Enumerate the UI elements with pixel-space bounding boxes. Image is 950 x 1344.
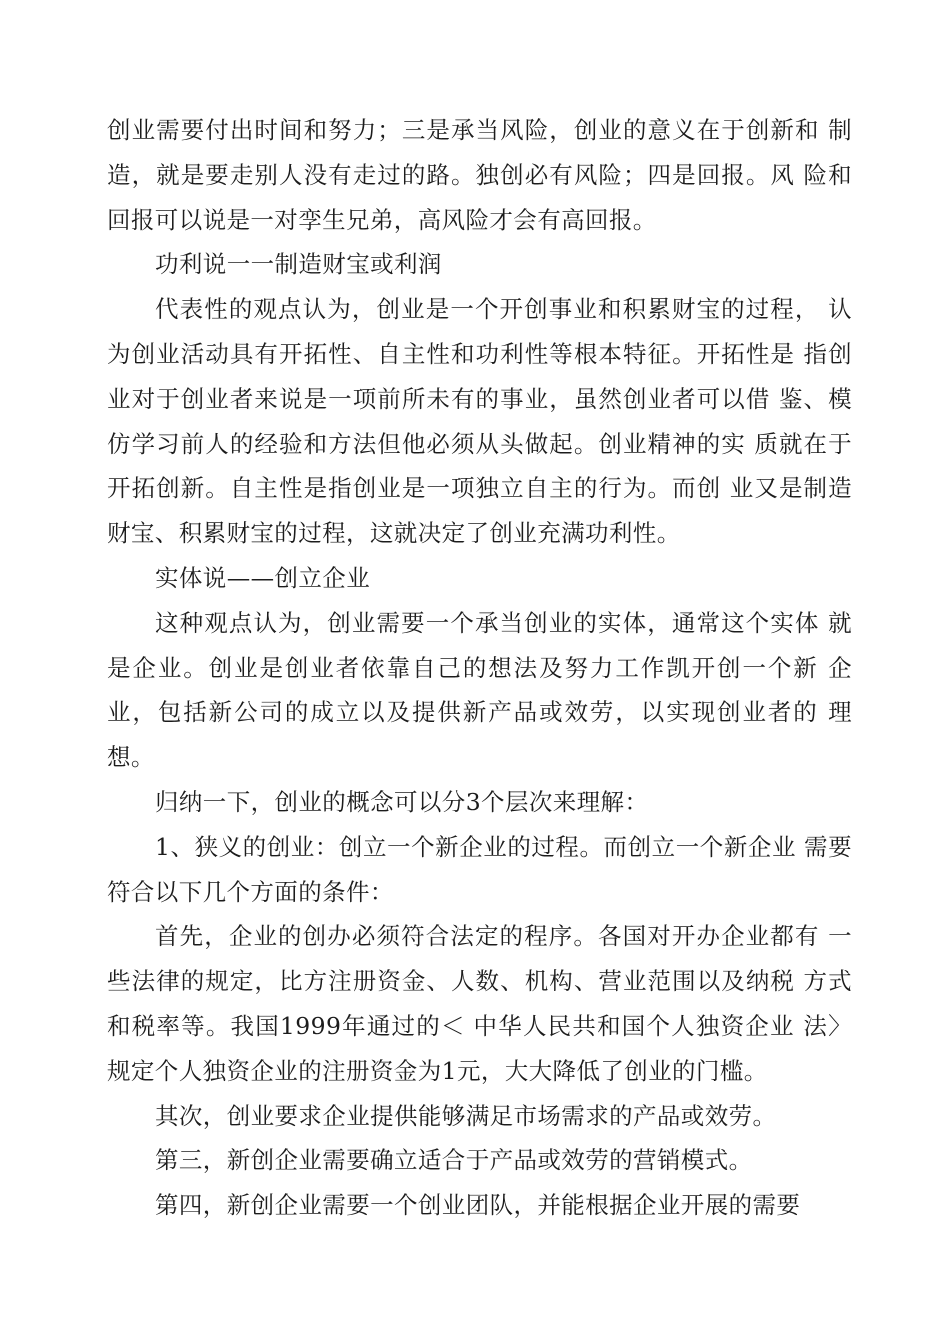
paragraph-condition-fourth: 第四，新创企业需要一个创业团队，并能根据企业开展的需要 [155,1191,801,1220]
document-body [107,108,852,1228]
paragraph-summary: 归纳一下，创业的概念可以分3个层次来理解： [155,787,649,816]
paragraph-entity-view: 这种观点认为，创业需要一个承当创业的实体，通常这个实体 就是企业。创业是创业者依靠自己的想法及努力工作凯开创一个新 企业，包括新公司的成立以及提供新产品或效劳，以实现创业者的 理想。 [107,608,852,772]
paragraph-condition-first: 首先，企业的创办必须符合法定的程序。各国对开办企业都有 一些法律的规定，比方注册资金、人数、机构、营业范围以及纳税 方式和税率等。我国1999年通过的＜ 中华人民共和国个人独资企业 法〉规定个人独资企业的注册资金为1元，大大降低了创业的门槛。 [107,922,852,1085]
paragraph-narrow-definition: 1、狭义的创业：创立一个新企业的过程。而创立一个新企业 需要符合以下几个方面的条件： [107,832,852,906]
paragraph-utilitarian-view: 代表性的观点认为，创业是一个开创事业和积累财宝的过程， 认为创业活动具有开拓性、自主性和功利性等根本特征。开拓性是 指创业对于创业者来说是一项前所未有的事业，虽然创业者可以借 鉴、模仿学习前人的经验和方法但他必须从头做起。创业精神的实 质就在于开拓创新。自主性是指创业是一项独立自主的行为。而创 业又是制造财宝、积累财宝的过程，这就决定了创业充满功利性。 [107,295,852,548]
paragraph-condition-second: 其次，创业要求企业提供能够满足市场需求的产品或效劳。 [155,1101,777,1130]
paragraph-risk-and-reward: 创业需要付出时间和努力；三是承当风险，创业的意义在于创新和 制造，就是要走别人没有走过的路。独创必有风险；四是回报。风 险和回报可以说是一对孪生兄弟，高风险才会有高回报。 [107,116,852,234]
section-heading-entity: 实体说——创立企业 [155,563,371,592]
paragraph-condition-third: 第三，新创企业需要确立适合于产品或效劳的营销模式。 [155,1146,753,1175]
section-heading-utilitarian: 功利说一一制造财宝或利润 [155,250,442,279]
